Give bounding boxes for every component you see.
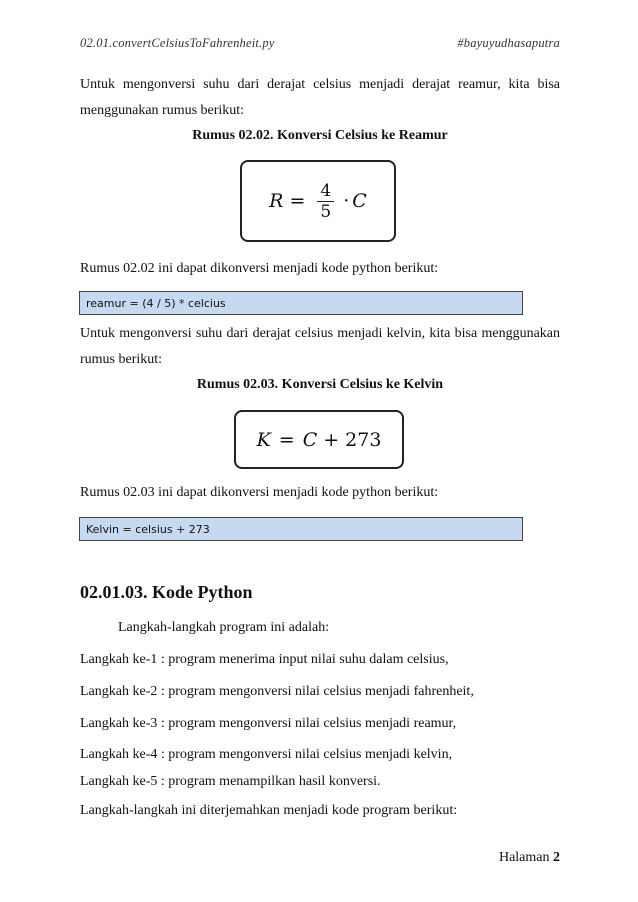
- formula-reamur-lhs: R: [269, 190, 284, 212]
- formula-reamur-denominator: 5: [320, 201, 332, 222]
- step-item: Langkah ke-2 : program mengonversi nilai celsius menjadi fahrenheit,: [80, 684, 474, 699]
- formula-kelvin-const: 273: [345, 428, 382, 451]
- intro-kelvin-paragraph: Untuk mengonversi suhu dari derajat celsius menjadi kelvin, kita bisa menggunakan rumus berikut:: [80, 326, 560, 367]
- page-footer: [499, 850, 560, 866]
- formula-reamur-numerator: 4: [317, 181, 334, 202]
- formula-kelvin-eq: =: [278, 428, 295, 451]
- formula-reamur-eq: =: [289, 190, 306, 212]
- step-item: Langkah ke-3 : program mengonversi nilai celsius menjadi reamur,: [80, 716, 457, 731]
- formula-reamur-fraction: [317, 181, 334, 222]
- steps-outro: Langkah-langkah ini diterjemahkan menjadi kode program berikut:: [80, 803, 458, 818]
- page-number: 2: [553, 850, 560, 865]
- formula-kelvin-op: +: [323, 428, 340, 451]
- caption-kelvin: Rumus 02.03. Konversi Celsius ke Kelvin: [196, 377, 444, 392]
- formula-kelvin-lhs: K: [256, 428, 271, 451]
- header-author: #bayuyudhasaputra: [457, 36, 560, 50]
- header-filename: 02.01.convertCelsiusToFahrenheit.py: [80, 36, 275, 50]
- formula-kelvin-box: [234, 410, 404, 469]
- text-kelvin-code: Rumus 02.03 ini dapat dikonversi menjadi kode python berikut:: [80, 485, 439, 500]
- intro-reamur-paragraph: Untuk mengonversi suhu dari derajat celsius menjadi derajat reamur, kita bisa menggunakan rumus berikut:: [80, 77, 560, 118]
- formula-reamur-box: [240, 160, 396, 242]
- step-item: Langkah ke-5 : program menampilkan hasil konversi.: [80, 774, 381, 789]
- code-kelvin: Kelvin = celsius + 273: [79, 517, 523, 541]
- step-item: Langkah ke-1 : program menerima input nilai suhu dalam celsius,: [80, 652, 449, 667]
- formula-reamur-op: ·: [343, 190, 350, 212]
- text-reamur-code: Rumus 02.02 ini dapat dikonversi menjadi kode python berikut:: [80, 261, 439, 276]
- steps-intro: Langkah-langkah program ini adalah:: [118, 620, 330, 635]
- section-heading: 02.01.03. Kode Python: [80, 582, 253, 602]
- caption-reamur: Rumus 02.02. Konversi Celsius ke Reamur: [192, 128, 448, 143]
- formula-reamur-var: C: [352, 190, 367, 212]
- footer-label: Halaman: [498, 850, 550, 865]
- formula-kelvin-var: C: [302, 428, 318, 451]
- code-reamur: reamur = (4 / 5) * celcius: [79, 291, 523, 315]
- step-item: Langkah ke-4 : program mengonversi nilai celsius menjadi kelvin,: [80, 747, 453, 762]
